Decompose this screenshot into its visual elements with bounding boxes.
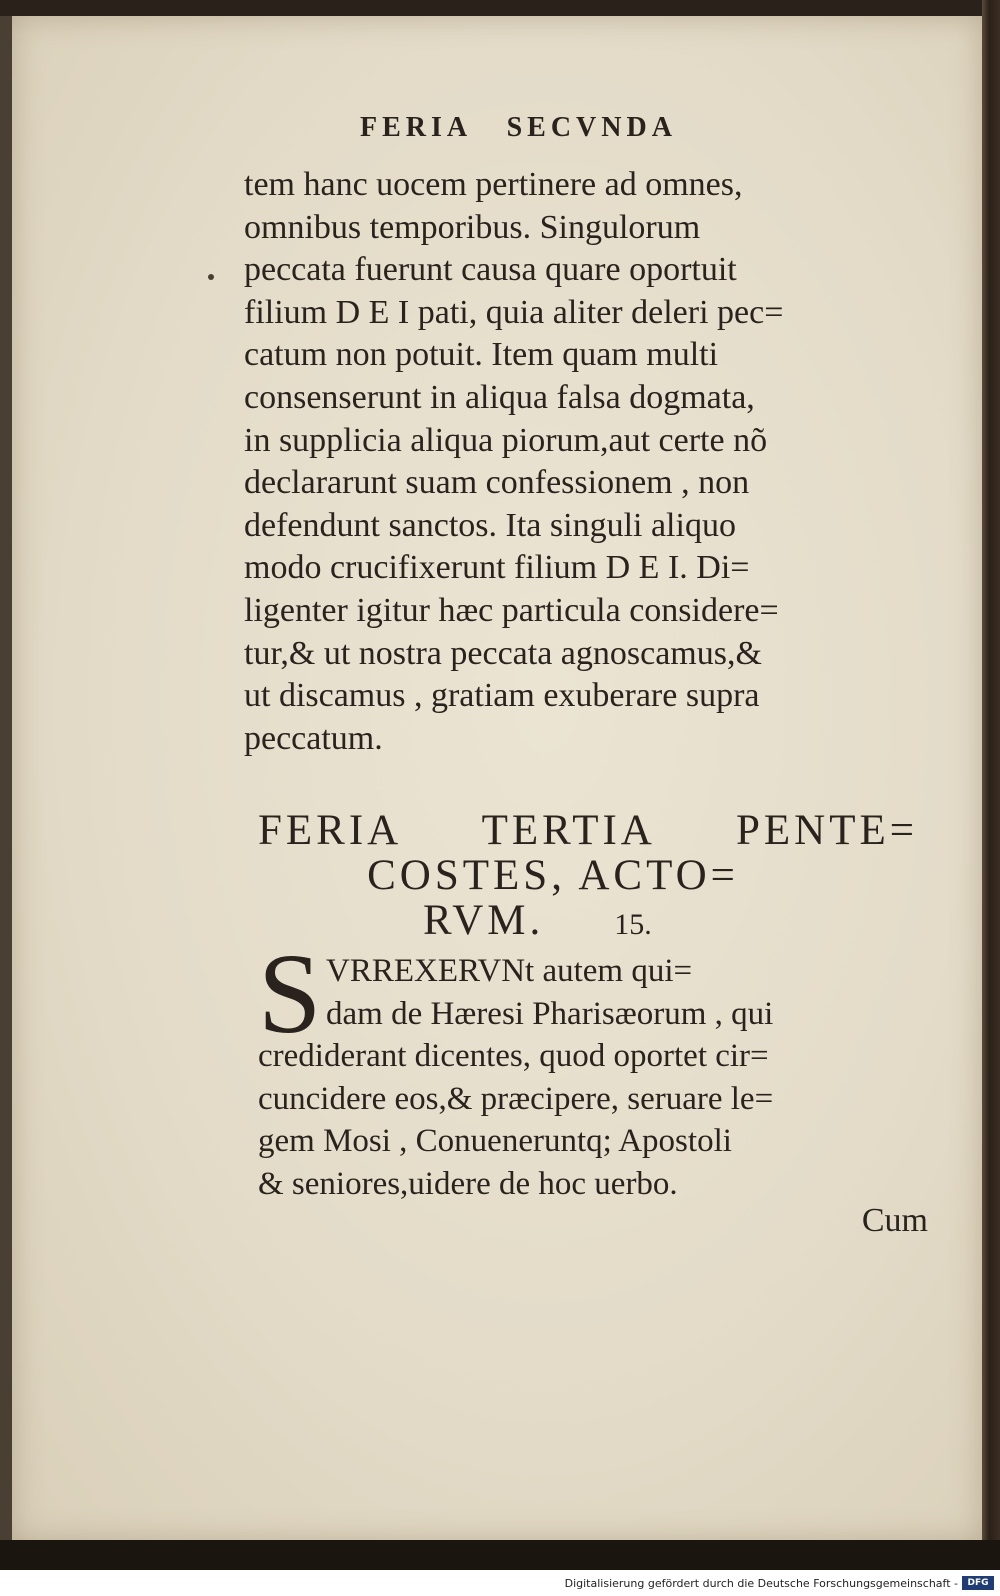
text-line: tur,& ut nostra peccata agnoscamus,& <box>244 634 762 672</box>
text-line: filium D E I pati, quia aliter deleri pec= <box>244 293 784 331</box>
text-line: gem Mosi , Conueneruntq; Apostoli <box>258 1123 732 1160</box>
text-line: ut discamus , gratiam exuberare supra <box>244 677 760 715</box>
text-line: catum non potuit. Item quam multi <box>244 336 719 374</box>
text-line: VRREXERVNt autem qui= <box>326 953 693 989</box>
catchword: Cum <box>861 1202 928 1239</box>
text-line: modo crucifixerunt filium D E I. Di= <box>244 549 750 587</box>
text-line: crediderant dicentes, quod oportet cir= <box>258 1038 769 1075</box>
text-line: tem hanc uocem pertinere ad omnes, <box>244 166 743 203</box>
text-line: peccatum. <box>244 719 383 757</box>
text-line: & seniores,uidere de hoc uerbo. <box>258 1165 678 1202</box>
text-line: dam de Hæresi Pharisæorum , qui <box>326 995 774 1032</box>
paragraph-2 <box>258 950 918 1206</box>
margin-mark <box>208 274 214 280</box>
text-line: omnibus temporibus. Singulorum <box>244 208 701 246</box>
heading-line-3 <box>258 898 918 943</box>
scan-bottom-border <box>0 1540 1000 1570</box>
section-heading <box>258 808 918 943</box>
text-line: consenserunt in aliqua falsa dogmata, <box>244 378 755 416</box>
funding-credit: Digitalisierung gefördert durch die Deutsche Forschungsgemeinschaft - <box>564 1577 958 1590</box>
drop-cap: S <box>258 930 322 1057</box>
running-head: FERIA SECVNDA <box>360 112 677 143</box>
scan-left-border <box>0 16 12 1562</box>
text-line: ligenter igitur hæc particula considere= <box>244 591 779 629</box>
text-line: declararunt suam confessionem , non <box>244 464 750 502</box>
paragraph-1 <box>244 164 909 760</box>
heading-line-2: COSTES, ACTO= <box>367 852 739 899</box>
heading-word: RVM. <box>423 897 545 944</box>
scan-top-border <box>0 0 1000 16</box>
heading-line-1: FERIA TERTIA PENTE= <box>258 807 918 854</box>
text-line: peccata fuerunt causa quare oportuit <box>244 251 737 289</box>
dfg-logo[interactable]: DFG <box>962 1576 994 1590</box>
text-line: defendunt sanctos. Ita singuli aliquo <box>244 506 736 544</box>
book-fore-edge <box>982 0 1000 1562</box>
text-line: cuncidere eos,& præcipere, seruare le= <box>258 1080 774 1117</box>
chapter-number: 15. <box>614 908 652 941</box>
text-line: in supplicia aliqua piorum,aut certe nõ <box>244 421 768 459</box>
